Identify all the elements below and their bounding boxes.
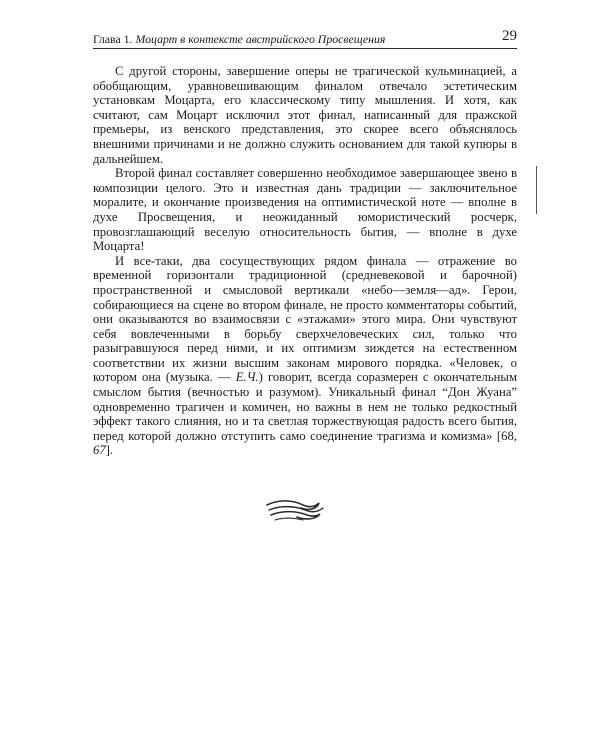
chapter-label: Глава 1. bbox=[93, 32, 133, 46]
citation-page: 67 bbox=[93, 443, 106, 458]
margin-mark bbox=[536, 166, 537, 214]
author-initials: Е.Ч. bbox=[235, 370, 259, 385]
header-rule bbox=[93, 48, 517, 49]
flourish-ornament-icon bbox=[263, 496, 327, 524]
paragraph-3 bbox=[93, 254, 517, 458]
chapter-heading bbox=[93, 33, 385, 46]
paragraph-3-part1: И все-таки, два сосуществующих рядом финала — отражение во временной горизонтали традиционной (средневековой и барочной) пространственной и смысловой вертикали «небо—земля—ад». Герои, собирающиеся на сцене во втором финале, не просто комментаторы событий, они оказываются во взаимосвязи с «этажами» этого мира. Они чувствуют себя вовлеченными в борьбу сверхчеловеческих сил, только что разыгравшуюся перед ними, и их оптимизм зиждется на естественном соответствии их жизни высшим законам мирового порядка. «Человек, о котором она (музыка. — bbox=[93, 253, 517, 385]
running-header bbox=[93, 27, 517, 47]
chapter-title: Моцарт в контексте австрийского Просвещения bbox=[135, 32, 386, 46]
body-text bbox=[93, 64, 517, 458]
page-number: 29 bbox=[502, 28, 517, 44]
paragraph-2: Второй финал составляет совершенно необходимое завершающее звено в композиции целого. Это и известная дань традиции — заключительное моралите, и окончание произведения на оптимистической ноте — вполне в духе Просвещения, и неожиданный юмористический росчерк, провозглашающий веселую относительность бытия, — вполне в духе Моцарта! bbox=[93, 166, 517, 254]
paragraph-3-part2: ) говорит, всегда соразмерен с окончательным смыслом бытия (вечностью и разумом). Уникальный финал “Дон Жуана” одновременно трагичен и комичен, но важны в нем не только редкостный эффект такого слияния, но и та светлая торжествующая радость всего бытия, перед которой должно отступить само соединение трагизма и комизма» [68, bbox=[93, 370, 517, 443]
paragraph-1: С другой стороны, завершение оперы не трагической кульминацией, а обобщающим, уравновешивающим финалом отвечало эстетическим установкам Моцарта, его классическому типу мышления. И хотя, как считают, сам Моцарт исключил этот финал, написанный для пражской премьеры, из венского представления, это скорее всего объяснялось внешними причинами и не должно служить основанием для такой купюры в дальнейшем. bbox=[93, 64, 517, 166]
paragraph-3-part3: ]. bbox=[105, 443, 114, 458]
